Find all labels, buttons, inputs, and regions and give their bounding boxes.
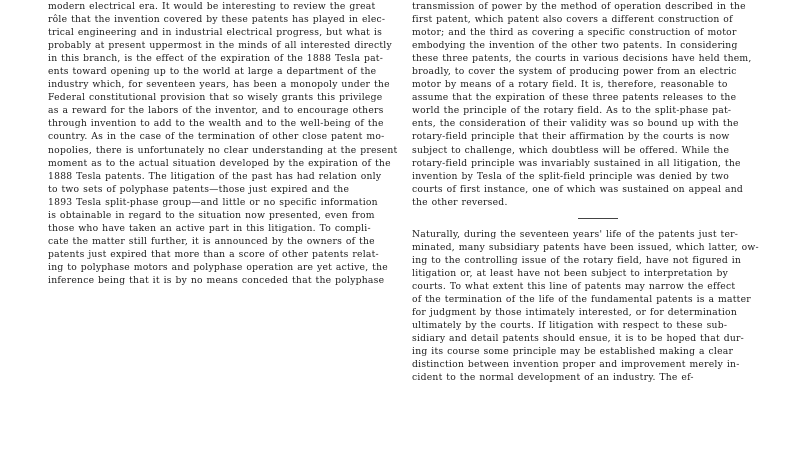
text-line: rotary-field principle was invariably sustained in all litigation, the — [412, 157, 741, 169]
text-line: ents toward opening up to the world at large a department of the — [48, 66, 377, 78]
text-line: industry which, for seventeen years, has been a monopoly under the — [48, 79, 390, 91]
text-line: Naturally, during the seventeen years' life of the patents just ter- — [412, 228, 739, 240]
text-line: motor by means of a rotary field. It is, therefore, reasonable to — [412, 79, 728, 91]
text-line: patents just expired that more than a score of other patents relat- — [48, 248, 379, 260]
left-text-column — [48, 0, 398, 287]
text-line: nopolies, there is unfortunately no clear understanding at the present — [48, 144, 398, 156]
text-line: cident to the normal development of an industry. The ef- — [412, 372, 694, 384]
right-text-column — [412, 0, 772, 384]
text-line: minated, many subsidiary patents have been issued, which latter, ow- — [412, 241, 759, 253]
text-line: inference being that it is by no means conceded that the polyphase — [48, 274, 385, 286]
text-line: of the termination of the life of the fundamental patents is a matter — [412, 293, 751, 305]
right-paragraph-1 — [412, 0, 772, 209]
text-line: ultimately by the courts. If litigation with respect to these sub- — [412, 320, 728, 332]
text-line: the other reversed. — [412, 196, 508, 208]
text-line: probably at present uppermost in the minds of all interested directly — [48, 40, 392, 52]
left-paragraph — [48, 0, 398, 287]
text-line: in this branch, is the effect of the expiration of the 1888 Tesla pat- — [48, 53, 384, 65]
text-line: for judgment by those intimately interested, or for determination — [412, 307, 737, 319]
text-line: those who have taken an active part in this litigation. To compli- — [48, 222, 371, 234]
text-line: broadly, to cover the system of producing power from an electric — [412, 66, 737, 78]
text-line: subject to challenge, which doubtless will be offered. While the — [412, 144, 730, 156]
right-paragraph-2 — [412, 228, 772, 385]
text-line: assume that the expiration of these three patents releases to the — [412, 92, 737, 104]
text-line: world the principle of the rotary field. As to the split-phase pat- — [412, 105, 732, 117]
text-line: through invention to add to the wealth and to the well-being of the — [48, 118, 384, 130]
text-line: as a reward for the labors of the inventor, and to encourage others — [48, 105, 384, 117]
text-line: rotary-field principle that their affirmation by the courts is now — [412, 131, 730, 143]
section-divider — [578, 218, 618, 219]
text-line: ents, the consideration of their validity was so bound up with the — [412, 118, 739, 130]
text-line: trical engineering and in industrial electrical progress, but what is — [48, 27, 383, 39]
text-line: 1893 Tesla split-phase group—and little or no specific information — [48, 196, 378, 208]
text-line: distinction between invention proper and improvement merely in- — [412, 359, 740, 371]
text-line: modern electrical era. It would be interesting to review the great — [48, 1, 376, 12]
text-line: transmission of power by the method of operation described in the — [412, 1, 746, 12]
text-line: ing to the controlling issue of the rotary field, have not figured in — [412, 254, 742, 266]
text-line: invention by Tesla of the split-field principle was denied by two — [412, 170, 730, 182]
text-line: sidiary and detail patents should ensue, it is to be hoped that dur- — [412, 333, 745, 345]
text-line: ing its course some principle may be established making a clear — [412, 346, 734, 358]
text-line: Federal constitutional provision that so wisely grants this privilege — [48, 92, 383, 104]
text-line: is obtainable in regard to the situation now presented, even from — [48, 209, 375, 221]
text-line: litigation or, at least have not been subject to interpretation by — [412, 267, 729, 279]
text-line: embodying the invention of the other two patents. In considering — [412, 40, 738, 52]
text-line: moment as to the actual situation developed by the expiration of the — [48, 157, 391, 169]
text-line: motor; and the third as covering a specific construction of motor — [412, 27, 737, 39]
text-line: ing to polyphase motors and polyphase operation are yet active, the — [48, 261, 388, 273]
text-line: country. As in the case of the termination of other close patent mo- — [48, 131, 385, 143]
text-line: rôle that the invention covered by these patents has played in elec- — [48, 14, 386, 26]
text-line: 1888 Tesla patents. The litigation of the past has had relation only — [48, 170, 382, 182]
text-line: these three patents, the courts in various decisions have held them, — [412, 53, 752, 65]
text-line: to two sets of polyphase patents—those just expired and the — [48, 183, 350, 195]
text-line: courts. To what extent this line of patents may narrow the effect — [412, 280, 736, 292]
text-line: cate the matter still further, it is announced by the owners of the — [48, 235, 375, 247]
text-line: first patent, which patent also covers a different construction of — [412, 14, 733, 26]
text-line: courts of first instance, one of which was sustained on appeal and — [412, 183, 744, 195]
